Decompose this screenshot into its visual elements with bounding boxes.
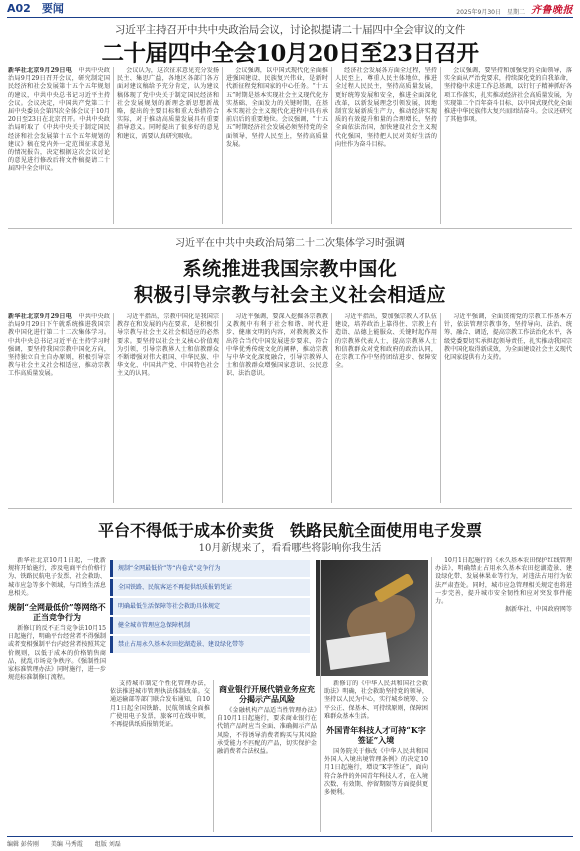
article3-subhead-2: 商业银行开展代销业务应充分揭示产品风险 <box>219 684 315 704</box>
article1-column-4: 经济社会发展各方面全过程，坚持人民至上，尊重人民主体地位，推进全过程人民民主，坚持高质量发展，更好统筹发展和安全，推进全面深化改革，以新发展理念引领发展，因地制宜发展新质生产力，推动经济实现质的有效提升和量的合理增长，坚持全面依法治国，加快建设社会主义现代化强国，坚持把人民对美好生活的向往作为奋斗目标。 <box>335 67 437 148</box>
page-meta <box>456 1 573 16</box>
column-divider <box>222 67 223 224</box>
column-divider <box>431 557 432 832</box>
footer-design: 美编 马秀霞 <box>50 841 83 848</box>
column-divider <box>440 67 441 224</box>
article2-subtitle: 习近平在中共中央政治局第二十二次集体学习时强调 <box>175 238 405 249</box>
column-divider <box>222 313 223 503</box>
article2-title-line1: 系统推进我国宗教中国化 <box>182 258 398 280</box>
footer-editor: 编辑 彭传刚 <box>7 841 39 848</box>
footer-proof: 组版 刘磊 <box>94 841 121 848</box>
list-spacer <box>110 655 310 672</box>
column-divider <box>113 313 114 503</box>
article3-column-1: 新华社北京10月1日起，一批新规将开始施行，涉及电商平台价格行为、铁路民航电子发票、社会救助、城市应急等多个领域，与百姓生活息息相关。 规制“全网最低价”等网络不正当竞争行为 新修订的反不正当竞争法10月15日起施行，明确平台经营者不得强制或者变相强制平台内经营者按照其定价规则，以低于成本的价格销售商品，扰乱市场竞争秩序。《强制性国家标准管理办法》同时施行，进一步规范标准制修订流程。 <box>8 557 106 682</box>
column-divider <box>331 313 332 503</box>
article1-title: 二十届四中全会10月20日至23日召开 <box>101 41 479 67</box>
page-footer <box>7 836 573 848</box>
page-header <box>7 3 573 18</box>
article2-column-2: 习近平指出，宗教中国化是我国宗教存在和发展的内在要求，是积极引导宗教与社会主义社会相适应的必然要求。要坚持以社会主义核心价值观为引领，引导宗教界人士和信教群众不断增强对伟大祖国、中华民族、中华文化、中国共产党、中国特色社会主义的认同。 <box>117 313 219 378</box>
article3-title: 平台不得低于成本价卖货 铁路民航全面使用电子发票 <box>97 521 482 540</box>
column-divider <box>440 313 441 503</box>
article3-column-3: 商业银行开展代销业务应充分揭示产品风险 《金融机构产品适当性管理办法》自10月1日起施行，要求商业银行在代销产品时应当全面、准确揭示产品风险，不得诱导消费者购买与其风险承受能力不匹配的产品，切实保护金融消费者合法权益。 <box>217 684 317 756</box>
column-divider <box>331 67 332 224</box>
issue-weekday: 星期二 <box>506 9 525 16</box>
article1-byline: 新华社北京9月29日电 <box>8 67 73 74</box>
new-rules-list <box>110 560 310 676</box>
article2-column-3: 习近平强调，要深入挖掘各宗教教义教规中有利于社会和谐、时代进步、健康文明的内容，对教规教义作出符合当代中国发展进步要求、符合中华优秀传统文化的阐释，推动宗教与中华文化深度融合，引导宗教界人士和信教群众增强国家意识、公民意识、法治意识。 <box>226 313 328 378</box>
article1-column-2: 会议认为，这次征求意见充分发扬民主、集思广益，各地区各部门各方面对建议稿给予充分肯定，认为建议稿体现了党中央关于制定国民经济和社会发展规划的新理念新思想新战略，提出的主要目标和重大举措符合实际，对于推动高质量发展具有重要指导意义。同时提出了很多好的意见和建议，需要认真研究吸收。 <box>117 67 219 140</box>
article1-column-5: 会议强调，要坚持和加强党的全面领导，落实全面从严治党要求，持续深化党的自我革命，坚持稳中求进工作总基调，以钉钉子精神抓好各项工作落实，扎实推动经济社会高质量发展，为实现第二个百年奋斗目标、以中国式现代化全面推进中华民族伟大复兴而团结奋斗。会议还研究了其他事项。 <box>444 67 572 124</box>
column-divider <box>113 67 114 224</box>
article1-subtitle: 习近平主持召开中共中央政治局会议，讨论拟提请二十届四中全会审议的文件 <box>114 24 466 36</box>
article3-column-2: 支持城市制定个性化管理办法，依法推进城市管理执法体制改革。交通运输部等部门联合发布通知，自10月1日起全国铁路、民航领域全面推广使用电子发票，旅客可在线申领，不再提供纸质报销凭证。 <box>110 680 210 729</box>
article3-subtitle: 10月新规来了，看看哪些将影响你我生活 <box>198 543 382 554</box>
section-divider <box>8 228 572 229</box>
article2-column-1: 新华社北京9月29日电 中共中央政治局9月29日下午就系统推进我国宗教中国化进行第二十二次集体学习。中共中央总书记习近平在主持学习时强调，要坚持我国宗教中国化方向，坚持独立自主自办原则，积极引导宗教与社会主义社会相适应，推动宗教工作高质量发展。 <box>8 313 110 378</box>
article3-column-4: 新修订的《中华人民共和国社会救助法》明确，社会救助坚持党的领导，坚持以人民为中心，实行城乡统筹、公平公正、保基本、可持续原则，保障困难群众基本生活。 外国青年科技人才可持“K字签证”入境 国务院关于修改《中华人民共和国外国人入境出境管理条例》的决定10月1日起施行，增设“K字签证”，面向符合条件的外国青年科技人才，在入境次数、有效期、停留期限等方面提供更多便利。 <box>324 680 428 797</box>
article2-title-line2: 积极引导宗教与社会主义社会相适应 <box>133 284 446 306</box>
list-item: 规制“全网最低价”等“内卷式”竞争行为 <box>110 560 310 577</box>
column-divider <box>213 680 214 832</box>
newspaper-logo: 齐鲁晚报 <box>531 5 573 16</box>
page-section-label: A02 要闻 <box>7 2 64 15</box>
list-item: 禁止占用永久基本农田挖湖造景、建设绿化带等 <box>110 636 310 653</box>
article3-subhead-3: 外国青年科技人才可持“K字签证”入境 <box>326 725 426 746</box>
article3-column-5: 10月1日起施行的《永久基本农田保护红线管理办法》，明确禁止占用永久基本农田挖湖造景、建设绿化带、发展林果业等行为，对违法占用行为依法严肃查处。同时，城市应急管理相关规定也将进一步完善，提升城市安全韧性和应对突发事件能力。 据新华社、中国政府网等 <box>435 557 572 614</box>
article3-source: 据新华社、中国政府网等 <box>504 606 572 614</box>
column-divider <box>320 560 321 832</box>
list-item: 明确最低生活保障等社会救助具体规定 <box>110 598 310 615</box>
list-item: 全国铁路、民航客运不再提供纸质报销凭证 <box>110 579 310 596</box>
list-item: 健全城市管理应急保障机制 <box>110 617 310 634</box>
article2-column-5: 习近平强调，全面贯彻党的宗教工作基本方针，依法管理宗教事务，坚持导向、法治、统筹、融合、调适，提高宗教工作法治化水平，各级党委要切实承担起领导责任，扎实推动我国宗教中国化取得新成效，为全面建设社会主义现代化国家提供有力支持。 <box>444 313 572 362</box>
article2-column-4: 习近平指出，要加强宗教人才队伍建设，培养政治上靠得住、宗教上有造诣、品德上能服众、关键时起作用的宗教界代表人士，提高宗教界人士和信教群众对党和政府的政治认同，在宗教工作中坚持团结进步、保障安全。 <box>335 313 437 370</box>
article1-column-3: 会议强调，以中国式现代化全面推进强国建设、民族复兴伟业，是新时代新征程党和国家的中心任务。“十五五”时期是基本实现社会主义现代化夯实基础、全面发力的关键时期，在基本实现社会主义现代化进程中具有承前启后的重要地位。会议强调，“十五五”时期经济社会发展必须坚持党的全面领导，坚持人民至上，坚持高质量发展。 <box>226 67 328 148</box>
article1-column-1: 新华社北京9月29日电 中共中央政治局9月29日召开会议，研究制定国民经济和社会发展第十五个五年规划的建议，中共中央总书记习近平主持会议。会议决定，中国共产党第二十届中央委员会第四次全体会议于10月20日至23日在北京召开。中共中央政治局听取了《中共中央关于制定国民经济和社会发展第十五个五年规划的建议》稿在党内外一定范围征求意见的情况报告，决定根据这次会议讨论的意见进行修改后将文件稿提请二十届四中全会审议。 <box>8 67 110 173</box>
paper-shape <box>326 632 390 670</box>
issue-date: 2025年9月30日 <box>456 9 501 16</box>
article2-byline: 新华社北京9月29日电 <box>8 313 73 320</box>
gavel-photo <box>316 560 428 676</box>
section-divider <box>8 508 572 509</box>
article3-subhead-1: 规制“全网最低价”等网络不正当竞争行为 <box>8 602 106 623</box>
